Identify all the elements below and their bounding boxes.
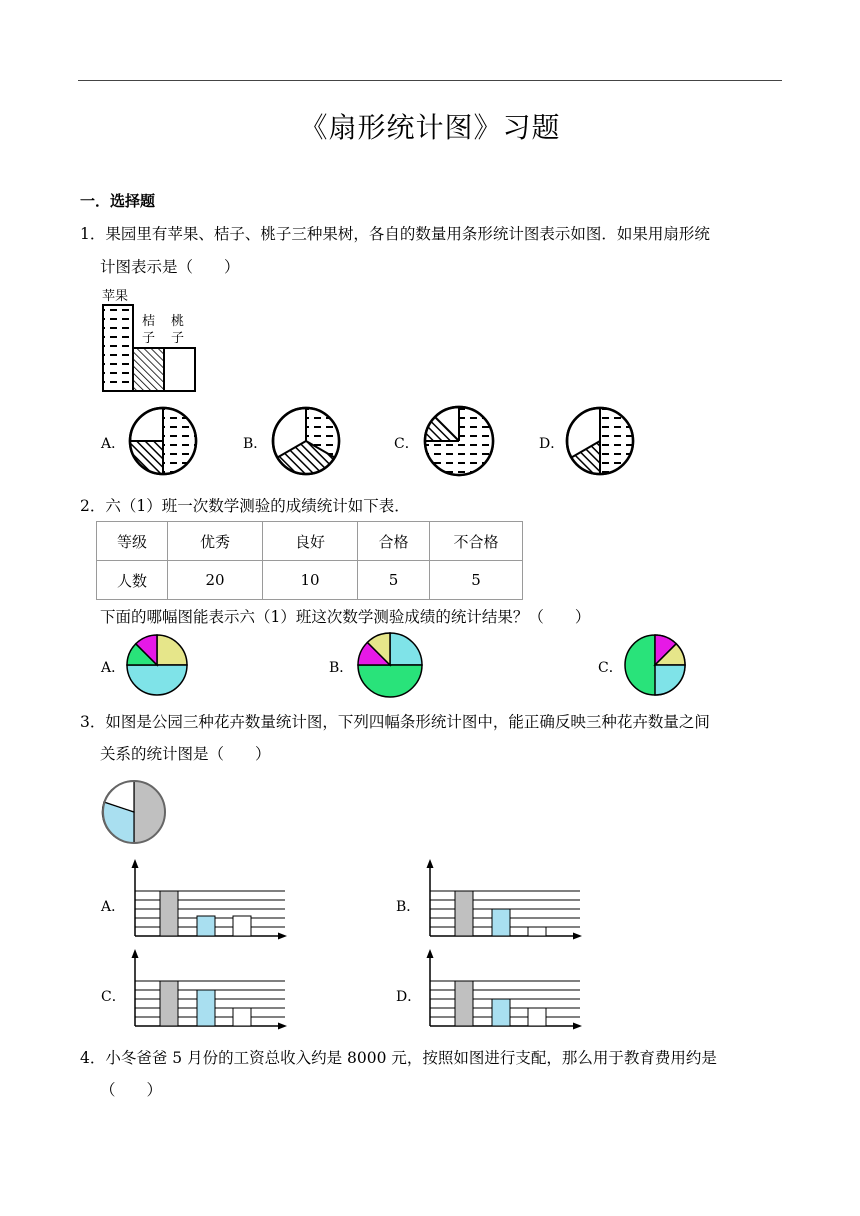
- section-heading: 一．选择题: [80, 192, 156, 210]
- table-cell: 20: [168, 561, 263, 600]
- label-peach-1: 桃: [171, 314, 185, 329]
- label-orange-2: 子: [142, 331, 156, 346]
- table-cell: 人数: [97, 561, 168, 600]
- q3-text-line1: 3．如图是公园三种花卉数量统计图，下列四幅条形统计图中，能正确反映三种花卉数量之间: [80, 713, 710, 731]
- label-peach-2: 子: [171, 331, 185, 346]
- q3-text-line2: 关系的统计图是（ ）: [100, 745, 271, 763]
- table-cell: 优秀: [168, 522, 263, 561]
- q1-option-c[interactable]: C．: [394, 436, 419, 452]
- q3-bars-c: [132, 949, 288, 1030]
- page-title: 《扇形统计图》习题: [299, 111, 561, 144]
- table-cell: 5: [358, 561, 430, 600]
- q3-bars-b: [427, 859, 583, 940]
- q3-bars-a: [132, 859, 288, 940]
- q2-option-a[interactable]: A．: [101, 660, 126, 676]
- label-orange-1: 桔: [142, 314, 156, 329]
- q3-option-d[interactable]: D．: [396, 989, 422, 1005]
- table-cell: 10: [263, 561, 358, 600]
- q3-bars-d: [427, 949, 583, 1030]
- label-apple: 苹果: [102, 289, 129, 304]
- table-cell: 不合格: [430, 522, 523, 561]
- q1-option-a[interactable]: A．: [101, 436, 126, 452]
- table-cell: 合格: [358, 522, 430, 561]
- q3-option-c[interactable]: C．: [101, 989, 126, 1005]
- q1-option-d[interactable]: D．: [539, 436, 565, 452]
- q4-text-line1: 4．小冬爸爸 5 月份的工资总收入约是 8000 元，按照如图进行支配，那么用于教育费用约是: [80, 1049, 717, 1067]
- q3-option-b[interactable]: B．: [396, 899, 421, 915]
- q1-text-line1: 1．果园里有苹果、桔子、桃子三种果树，各自的数量用条形统计图表示如图．如果用扇形统: [80, 225, 710, 243]
- q2-text-line1: 2．六（1）班一次数学测验的成绩统计如下表．: [80, 497, 410, 515]
- q4-text-line2: （ ）: [100, 1081, 163, 1099]
- q1-option-b[interactable]: B．: [243, 436, 268, 452]
- q2-option-c[interactable]: C．: [598, 660, 623, 676]
- table-cell: 5: [430, 561, 523, 600]
- table-cell: 良好: [263, 522, 358, 561]
- q3-option-a[interactable]: A．: [101, 899, 126, 915]
- q2-option-b[interactable]: B．: [329, 660, 354, 676]
- q1-text-line2: 计图表示是（ ）: [100, 258, 240, 276]
- q2-text-line2: 下面的哪幅图能表示六（1）班这次数学测验成绩的统计结果？（ ）: [100, 608, 591, 626]
- table-cell: 等级: [97, 522, 168, 561]
